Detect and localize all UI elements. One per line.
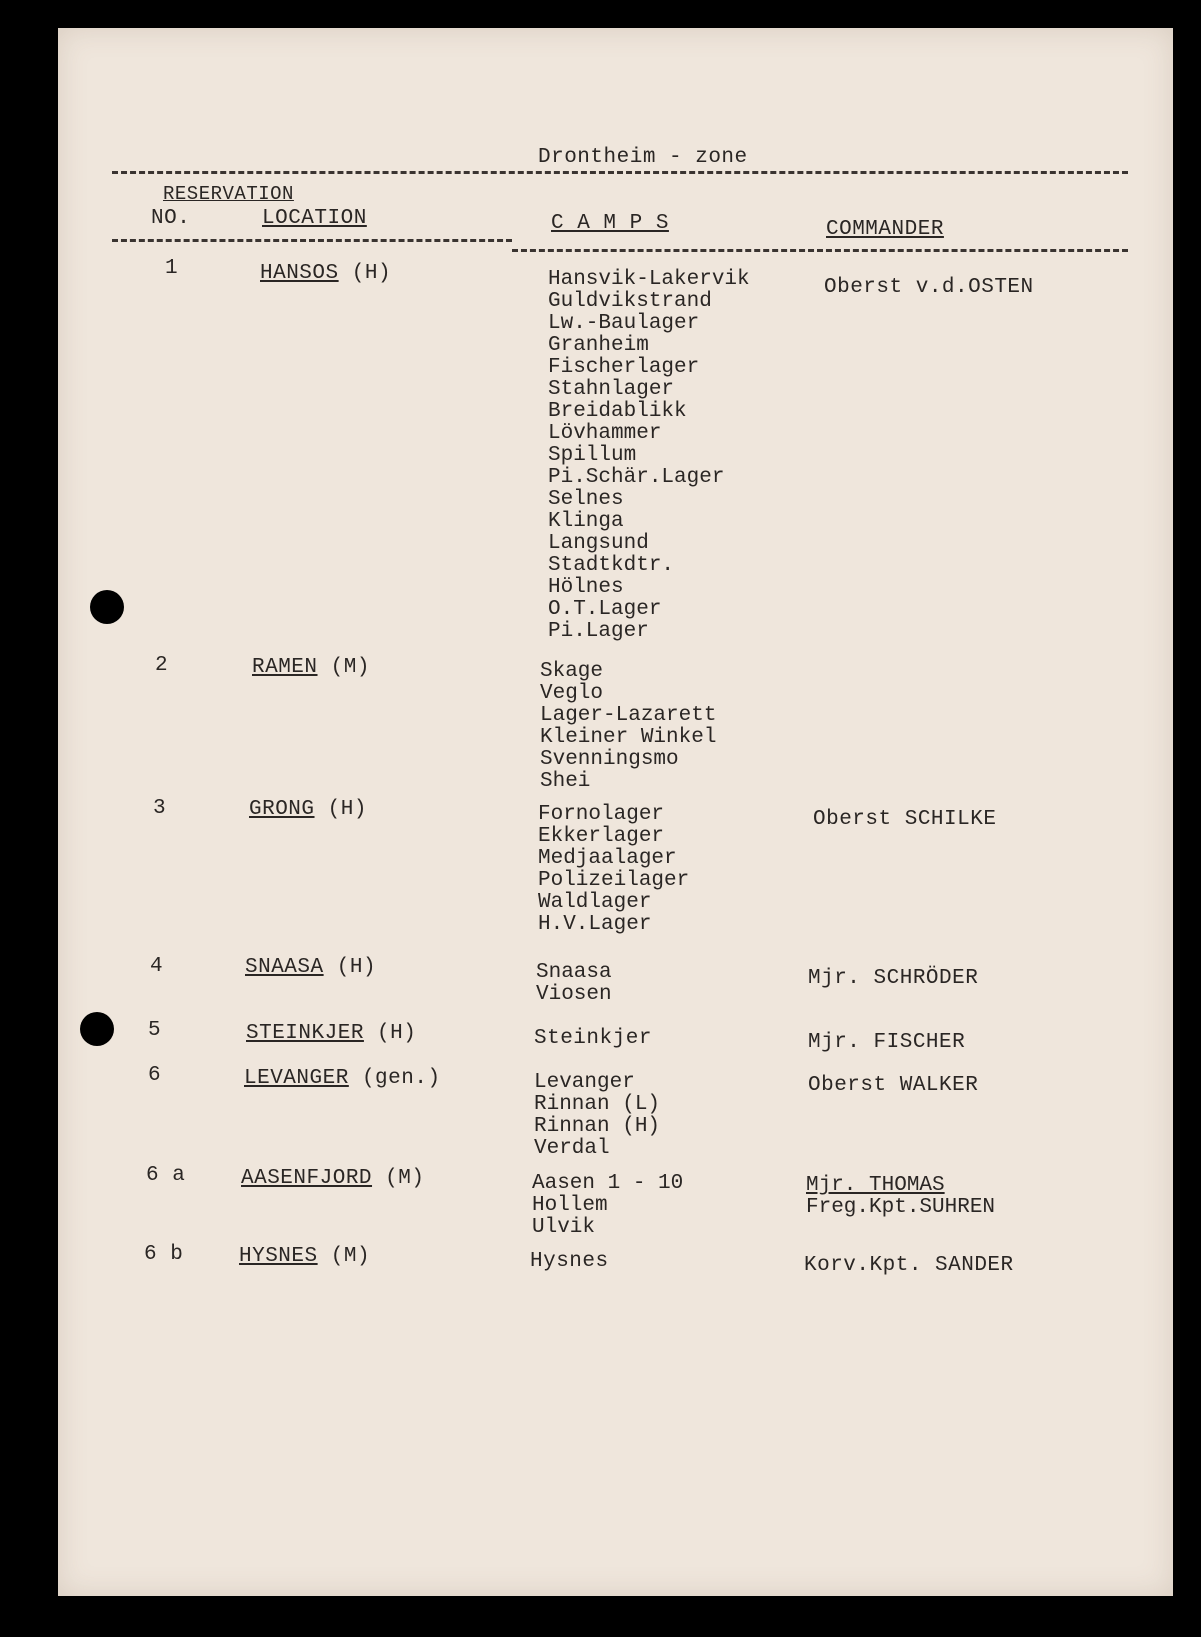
camp-list <box>534 1072 660 1160</box>
camp-name: Rinnan (H) <box>534 1115 661 1138</box>
row-location: STEINKJER (H) <box>246 1022 417 1045</box>
commander-name: Oberst WALKER <box>808 1074 979 1097</box>
punch-hole <box>90 590 124 624</box>
row-no: 2 <box>155 654 169 677</box>
row-location: HANSOS (H) <box>260 262 392 285</box>
row-no: 1 <box>165 257 179 280</box>
camp-name: Stadtkdtr. <box>548 554 675 577</box>
commander-name: Mjr. SCHRÖDER <box>808 967 979 990</box>
row-no: 3 <box>153 797 167 820</box>
header-reservation: RESERVATION <box>163 183 294 205</box>
camp-name: Rinnan (L) <box>534 1093 661 1116</box>
commander-name: Oberst v.d.OSTEN <box>824 276 1034 299</box>
camp-name: Levanger <box>534 1071 635 1094</box>
camp-name: Verdal <box>534 1137 610 1160</box>
camp-name: Ulvik <box>532 1216 596 1239</box>
camp-name: Kleiner Winkel <box>540 726 717 749</box>
header-commander: COMMANDER <box>826 218 944 241</box>
camp-name: Hysnes <box>530 1250 609 1273</box>
camp-name: Pi.Lager <box>548 620 649 643</box>
row-no: 6 <box>148 1064 162 1087</box>
camp-name: Lager-Lazarett <box>540 704 717 727</box>
camp-name: Veglo <box>540 682 604 705</box>
camp-name: Viosen <box>536 983 612 1006</box>
camp-name: Selnes <box>548 488 624 511</box>
commander-name: Korv.Kpt. SANDER <box>804 1254 1014 1277</box>
row-no: 6 b <box>144 1243 184 1266</box>
commander-name: Mjr. FISCHER <box>808 1031 966 1054</box>
camp-name: Waldlager <box>538 891 652 914</box>
commander-name: Freg.Kpt.SUHREN <box>806 1196 996 1219</box>
camp-list <box>536 962 612 1006</box>
camp-list <box>532 1173 683 1239</box>
camp-name: Polizeilager <box>538 869 690 892</box>
header-rule-top <box>112 171 1128 174</box>
row-location: RAMEN (M) <box>252 656 370 679</box>
commander-name: Mjr. THOMAS <box>806 1174 945 1197</box>
row-no: 5 <box>148 1019 162 1042</box>
camp-name: Fischerlager <box>548 356 700 379</box>
camp-name: Langsund <box>548 532 649 555</box>
camp-name: Svenningsmo <box>540 748 679 771</box>
camp-name: O.T.Lager <box>548 598 662 621</box>
row-location: AASENFJORD (M) <box>241 1167 425 1190</box>
camp-name: Steinkjer <box>534 1027 652 1050</box>
camp-name: Hollem <box>532 1194 608 1217</box>
header-no: NO. <box>151 207 191 230</box>
camp-name: Breidablikk <box>548 400 687 423</box>
camp-name: Pi.Schär.Lager <box>548 466 725 489</box>
camp-name: Klinga <box>548 510 624 533</box>
header-rule-left <box>112 239 512 242</box>
camp-name: Skage <box>540 660 604 683</box>
header-rule-right <box>512 249 1128 252</box>
camp-name: Hölnes <box>548 576 624 599</box>
row-location: GRONG (H) <box>249 798 367 821</box>
camp-list <box>540 661 716 793</box>
row-no: 4 <box>150 955 164 978</box>
camp-list <box>548 269 750 643</box>
header-location: LOCATION <box>262 207 367 230</box>
camp-list <box>538 804 689 936</box>
camp-name: Granheim <box>548 334 649 357</box>
camp-name: Spillum <box>548 444 637 467</box>
row-location: LEVANGER (gen.) <box>244 1067 441 1090</box>
camp-name: Lw.-Baulager <box>548 312 700 335</box>
commander-name: Oberst SCHILKE <box>813 808 997 831</box>
camp-name: Guldvikstrand <box>548 290 712 313</box>
camp-name: Fornolager <box>538 803 665 826</box>
camp-name: Medjaalager <box>538 847 677 870</box>
camp-name: Lövhammer <box>548 422 662 445</box>
header-camps: C A M P S <box>551 212 669 235</box>
row-location: HYSNES (M) <box>239 1245 371 1268</box>
row-no: 6 a <box>146 1164 186 1187</box>
camp-name: Hansvik-Lakervik <box>548 268 750 291</box>
camp-name: Shei <box>540 770 591 793</box>
commander-list <box>806 1175 995 1219</box>
row-location: SNAASA (H) <box>245 956 377 979</box>
punch-hole <box>80 1012 114 1046</box>
camp-name: Ekkerlager <box>538 825 665 848</box>
camp-name: Stahnlager <box>548 378 675 401</box>
zone-title: Drontheim - zone <box>538 146 748 169</box>
camp-name: Aasen 1 - 10 <box>532 1172 684 1195</box>
camp-name: Snaasa <box>536 961 612 984</box>
camp-name: H.V.Lager <box>538 913 652 936</box>
